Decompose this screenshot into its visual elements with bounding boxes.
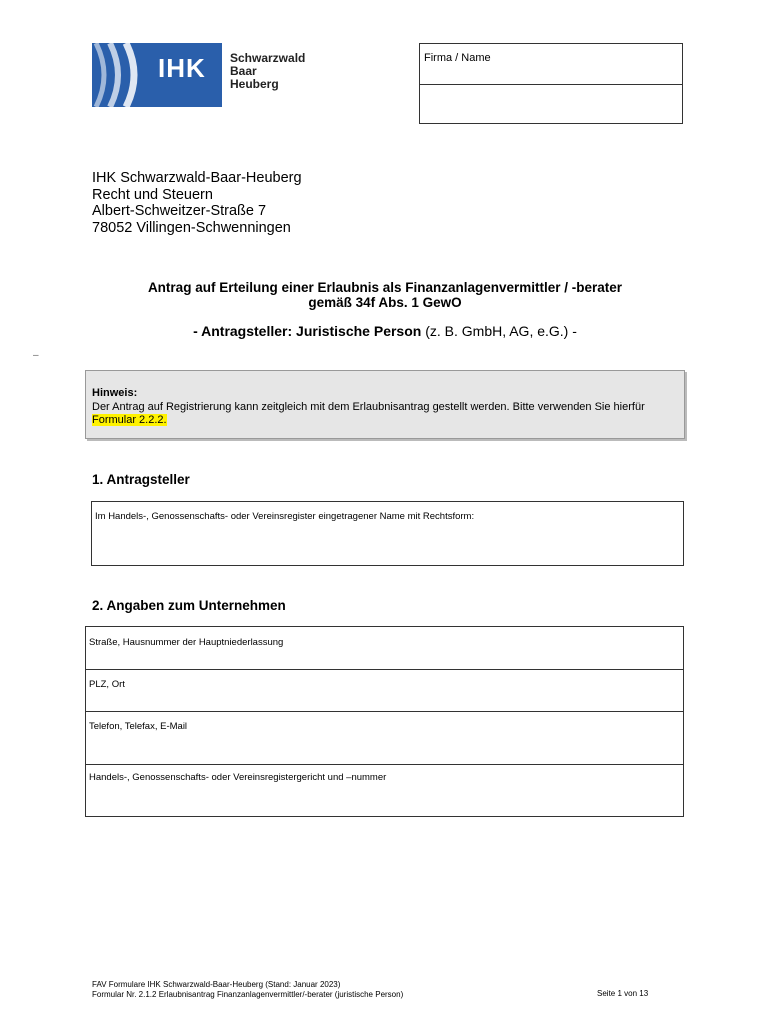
firma-name-label: Firma / Name bbox=[424, 52, 491, 64]
address-line2: Recht und Steuern bbox=[92, 186, 213, 203]
company-details-table bbox=[85, 626, 684, 817]
hinweis-text bbox=[92, 401, 682, 427]
contact-field[interactable] bbox=[86, 712, 683, 753]
logo-abbr: IHK bbox=[158, 53, 206, 83]
street-field[interactable] bbox=[86, 627, 683, 669]
register-field[interactable] bbox=[86, 765, 683, 817]
contact-label: Telefon, Telefax, E-Mail bbox=[89, 721, 188, 732]
plz-ort-field[interactable] bbox=[86, 670, 683, 711]
subtitle-prefix: - Antragsteller: Juristische Person bbox=[193, 323, 422, 339]
logo-line1: Schwarzwald bbox=[230, 51, 306, 65]
firma-name-field[interactable] bbox=[419, 43, 683, 124]
plz-ort-label: PLZ, Ort bbox=[89, 679, 125, 690]
footer bbox=[92, 980, 403, 999]
footer-line1: FAV Formulare IHK Schwarzwald-Baar-Heuberg (Stand: Januar 2023) bbox=[92, 980, 341, 989]
page-number: Seite 1 von 13 bbox=[597, 989, 649, 998]
section1-heading: 1. Antragsteller bbox=[92, 472, 190, 487]
firma-divider bbox=[420, 84, 682, 85]
hinweis-body: Der Antrag auf Registrierung kann zeitgleich mit dem Erlaubnisantrag gestellt werden. Bitte verwenden Sie hierfür bbox=[92, 401, 645, 413]
logo-line2: Baar bbox=[230, 64, 257, 78]
document-subtitle bbox=[60, 323, 710, 339]
subtitle-suffix: (z. B. GmbH, AG, e.G.) - bbox=[421, 323, 577, 339]
title-line1: Antrag auf Erteilung einer Erlaubnis als Finanzanlagenvermittler / -berater bbox=[147, 280, 623, 295]
register-label: Handels-, Genossenschafts- oder Vereinsregistergericht und –nummer bbox=[89, 772, 387, 783]
logo-stripes-graphic bbox=[92, 43, 152, 107]
hinweis-box bbox=[85, 370, 685, 439]
address-line1: IHK Schwarzwald-Baar-Heuberg bbox=[92, 170, 302, 186]
section2-heading: 2. Angaben zum Unternehmen bbox=[92, 598, 286, 613]
margin-mark: – bbox=[33, 350, 39, 361]
hinweis-heading: Hinweis: bbox=[92, 387, 138, 399]
document-title bbox=[60, 280, 710, 310]
street-label: Straße, Hausnummer der Hauptniederlassung bbox=[89, 637, 284, 648]
address-line4: 78052 Villingen-Schwenningen bbox=[92, 219, 291, 236]
title-line2: gemäß 34f Abs. 1 GewO bbox=[308, 295, 462, 310]
footer-line2: Formular Nr. 2.1.2 Erlaubnisantrag Finanzanlagenvermittler/-berater (juristische Person) bbox=[92, 989, 404, 999]
ihk-logo-mark bbox=[92, 43, 222, 107]
logo-line3: Heuberg bbox=[230, 77, 279, 91]
applicant-name-field[interactable] bbox=[91, 501, 684, 566]
logo-wordmark bbox=[230, 52, 305, 91]
hinweis-highlight: Formular 2.2.2. bbox=[92, 414, 167, 426]
recipient-address bbox=[92, 170, 302, 236]
address-line3: Albert-Schweitzer-Straße 7 bbox=[92, 203, 267, 219]
ihk-logo bbox=[92, 43, 307, 107]
applicant-name-label: Im Handels-, Genossenschafts- oder Vereinsregister eingetragener Name mit Rechtsform: bbox=[95, 511, 475, 522]
